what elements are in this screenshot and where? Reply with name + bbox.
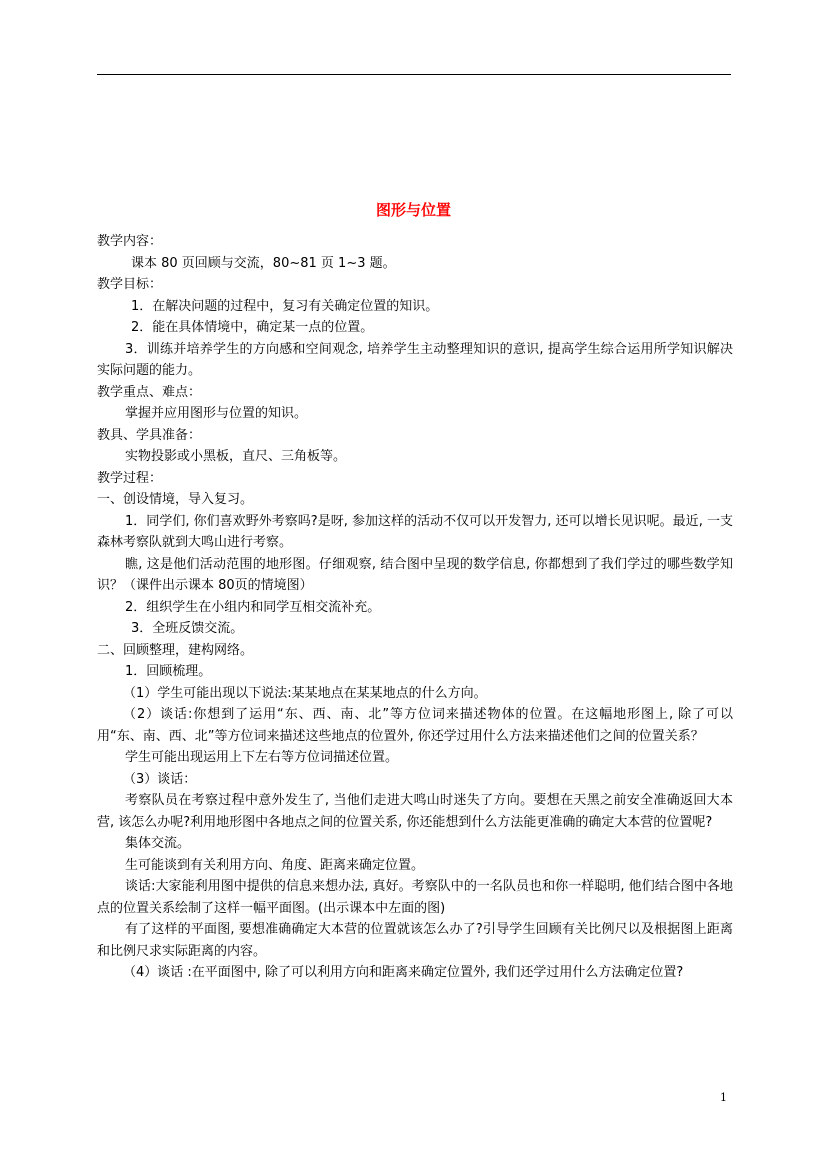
paragraph: （1）学生可能出现以下说法:某某地点在某某地点的什么方向。 [123, 685, 487, 701]
paragraph: 1．回顾梳理。 [125, 664, 212, 679]
paragraph: 2．组织学生在小组内和同学互相交流补充。 [125, 599, 381, 615]
step-heading: 一、创设情境，导入复习。 [97, 492, 254, 507]
paragraph: 1．同学们, 你们喜欢野外考察吗?是呀, 参加这样的活动不仅可以开发智力, 还可以增长见识呢。最近, 一支森林考察队就到大鸣山进行考察。 [97, 513, 733, 550]
paragraph: 3．全班反馈交流。 [131, 621, 244, 636]
paragraph: 考察队员在考察过程中意外发生了, 当他们走进大鸣山时迷失了方向。要想在天黑之前安全准确返回大本营, 该怎么办呢?利用地形图中各地点之间的位置关系, 你还能想到什么方法能更准确的确定大本营的位置呢? [97, 793, 733, 830]
section-heading-goals: 教学目标： [97, 277, 163, 292]
paragraph: 有了这样的平面图, 要想准确确定大本营的位置就该怎么办了?引导学生回顾有关比例尺以及根据图上距离和比例尺求实际距离的内容。 [97, 922, 733, 959]
step-heading: 二、回顾整理，建构网络。 [97, 642, 254, 658]
paragraph: 掌握并应用图形与位置的知识。 [125, 406, 308, 421]
paragraph: 瞧, 这是他们活动范围的地形图。仔细观察, 结合图中呈现的数学信息, 你都想到了我们学过的哪些数学知识？（课件出示课本 80页的情境图） [97, 556, 733, 593]
paragraph: 实物投影或小黑板，直尺、三角板等。 [125, 449, 347, 464]
goal-item: 2．能在具体情境中，确定某一点的位置。 [131, 320, 374, 335]
page-number: 1 [720, 1091, 727, 1104]
paragraph: 课本 80 页回顾与交流，80~81 页 1~3 题。 [131, 255, 396, 271]
paragraph: 集体交流。 [125, 836, 191, 851]
paragraph: （4）谈话 :在平面图中, 除了可以利用方向和距离来确定位置外, 我们还学过用什么方法确定位置? [123, 965, 684, 980]
section-heading-content: 教学内容： [97, 234, 163, 249]
goal-item: 3．训练并培养学生的方向感和空间观念, 培养学生主动整理知识的意识, 提高学生综合运用所学知识解决实际问题的能力。 [97, 341, 733, 378]
document-title: 图形与位置 [375, 201, 451, 219]
paragraph: （2）谈话:你想到了运用“东、西、南、北”等方位词来描述物体的位置。在这幅地形图上, 除了可以用“东、南、西、北”等方位词来描述这些地点的位置外, 你还学过用什么方法来描述他们之间的位置关系？ [97, 707, 733, 744]
header-rule [97, 74, 731, 75]
section-heading-tools: 教具、学具准备： [97, 427, 202, 443]
document-body [97, 231, 733, 984]
paragraph: （3）谈话： [123, 771, 197, 787]
section-heading-process: 教学过程： [97, 470, 163, 486]
paragraph: 生可能谈到有关利用方向、角度、距离来确定位置。 [125, 857, 425, 873]
paragraph: 谈话:大家能利用图中提供的信息来想办法, 真好。考察队中的一名队员也和你一样聪明, 他们结合图中各地点的位置关系绘制了这样一幅平面图。(出示课本中左面的图) [97, 879, 733, 916]
section-heading-key-points: 教学重点、难点： [97, 384, 202, 400]
paragraph: 学生可能出现运用上下左右等方位词描述位置。 [125, 750, 399, 765]
goal-item: 1．在解决问题的过程中，复习有关确定位置的知识。 [131, 298, 439, 314]
